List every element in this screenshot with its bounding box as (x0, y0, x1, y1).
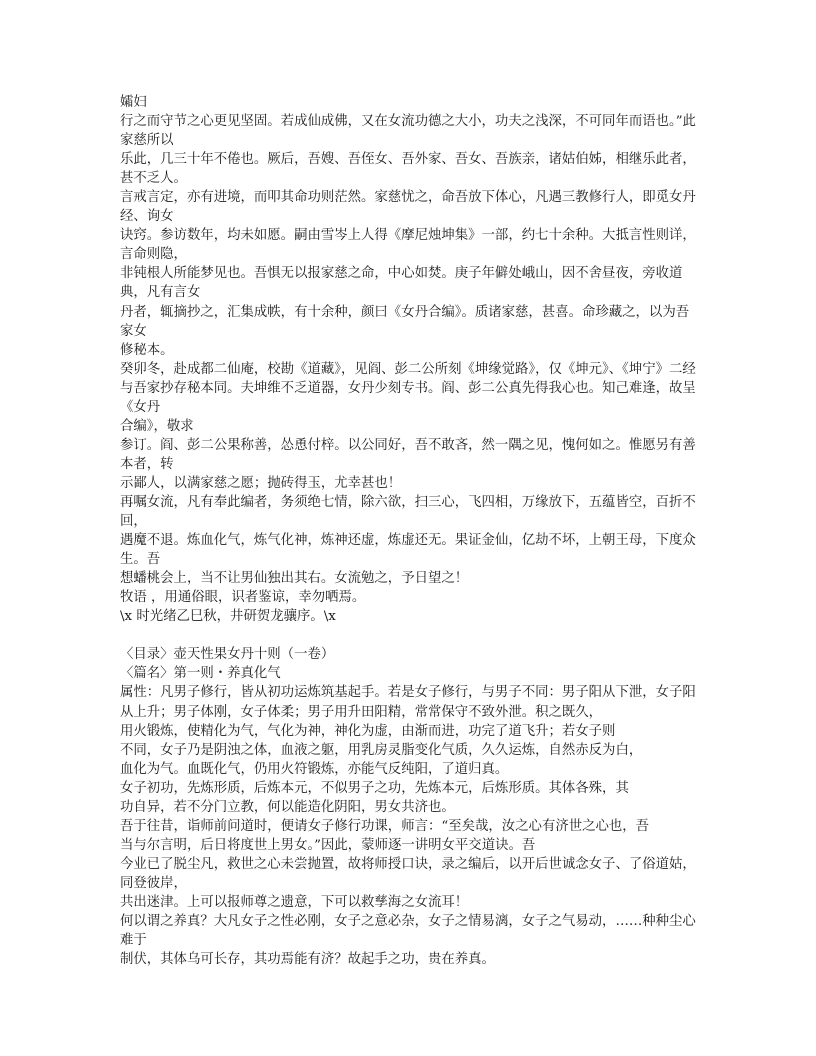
text-line: 女子初功，先炼形质，后炼本元，不似男子之功，先炼本元，后炼形质。其体各殊，其 (120, 780, 629, 796)
text-line: 诀窍。参访数年，均未如愿。嗣由雪岑上人得《摩尼烛坤集》一部，约七十余种。大抵言性则详，言命则隐， (120, 228, 696, 263)
text-line: 非钝根人所能梦见也。吾惧无以报家慈之命，中心如焚。庚子年僻处峨山，因不舍昼夜，旁收道典，凡有言女 (120, 266, 683, 301)
text-line: 与吾家抄存秘本同。夫坤维不乏道器，女丹少刻专书。阎、彭二公真先得我心也。知己难逢，故呈《女丹 (120, 380, 696, 415)
blank-line (120, 626, 698, 645)
text-line: 吾于往昔，诣师前问道时，便请女子修行功课，师言：“至矣哉，汝之心有济世之心也，吾 (120, 818, 650, 834)
text-line: 乐此，几三十年不倦也。厥后，吾嫂、吾侄女、吾外家、吾女、吾族亲，诸姑伯姊，相继乐此者，甚不乏人。 (120, 152, 696, 187)
text-line: 合编》，敬求 (120, 418, 194, 434)
text-line: 不同，女子乃是阴浊之体，血液之躯，用乳房灵脂变化气质，久久运炼，自然赤反为白， (120, 742, 643, 758)
text-line: \x 时光绪乙巳秋，井研贺龙骧序。\x (120, 609, 336, 625)
text-line: 牧语 ，用通俗眼，识者鉴谅，幸勿哂焉。 (120, 590, 366, 606)
text-line: 示鄙人，以满家慈之愿；抛砖得玉，尤幸甚也！ (120, 475, 402, 491)
text-line: 丹者，辄摘抄之，汇集成帙，有十余种，颜曰《女丹合编》。质诸家慈，甚喜。命珍藏之，以为吾家女 (120, 304, 690, 339)
text-line: 今业已了脱尘凡，救世之心未尝抛置，故将师授口诀，录之编后，以开后世诚念女子、了俗道姑，同登彼岸， (120, 856, 696, 891)
text-line: 用火锻炼，使精化为气，气化为神，神化为虚，由渐而进，功完了道飞升；若女子则 (120, 723, 616, 739)
text-line: 遇魔不退。炼血化气，炼气化神，炼神还虚，炼虚还无。果证金仙，亿劫不坏，上朝王母，下度众生。吾 (120, 533, 696, 568)
text-line: 血化为气。血既化气，仍用火符锻炼，亦能气反纯阳，了道归真。 (120, 761, 509, 777)
text-line: 参订。阎、彭二公果称善，怂恿付梓。以公同好，吾不敢吝，然一隅之见，愧何如之。惟愿另有善本者，转 (120, 437, 696, 472)
text-line: 癸卯冬，赴成都二仙庵，校勘《道藏》，见阎、彭二公所刻《坤缘觉路》，仅《坤元》、《坤宁》二经 (120, 361, 696, 377)
text-line: 行之而守节之心更见坚固。若成仙成佛，又在女流功德之大小，功夫之浅深，不可同年而语也。”此家慈所以 (120, 114, 696, 149)
toc-heading: 〈目录〉壶天性果女丹十则（一卷） (120, 647, 335, 663)
text-line: 修秘本。 (120, 342, 174, 358)
text-line: 制伏，其体乌可长存，其功焉能有济？故起手之功，贵在养真。 (120, 952, 495, 968)
text-line: 何以谓之养真？大凡女子之性必刚，女子之意必杂，女子之情易漓，女子之气易动，……种种尘心难于 (120, 914, 696, 949)
text-line: 再嘱女流，凡有奉此编者，务须绝七情，除六欲，扫三心，飞四相，万缘放下，五蕴皆空，百折不回， (120, 494, 696, 530)
chapter-heading: 〈篇名〉第一则・养真化气 (120, 666, 281, 682)
text-line: 共出迷津。上可以报师尊之遗意，下可以救孳海之女流耳！ (120, 894, 469, 910)
text-line: 想蟠桃会上，当不让男仙独出其右。女流勉之，予日望之！ (120, 571, 469, 587)
text-line: 言戒言定，亦有进境，而叩其命功则茫然。家慈忧之，命吾放下体心，凡遇三教修行人，即觅女丹经、询女 (120, 190, 696, 225)
text-line: 孀妇 (120, 95, 147, 110)
text-line: 属性：凡男子修行，皆从初功运炼筑基起手。若是女子修行，与男子不同：男子阳从下泄，女子阳从上升；男子体刚，女子体柔；男子用升田阳精，常常保守不致外泄。积之既久， (120, 685, 696, 720)
text-line: 当与尔言明，后日将度世上男女。”因此，蒙师逐一讲明女平交道诀。吾 (120, 837, 536, 853)
text-line: 功自异，若不分门立教，何以能造化阴阳，男女共济也。 (120, 799, 455, 815)
document-body (120, 93, 698, 969)
